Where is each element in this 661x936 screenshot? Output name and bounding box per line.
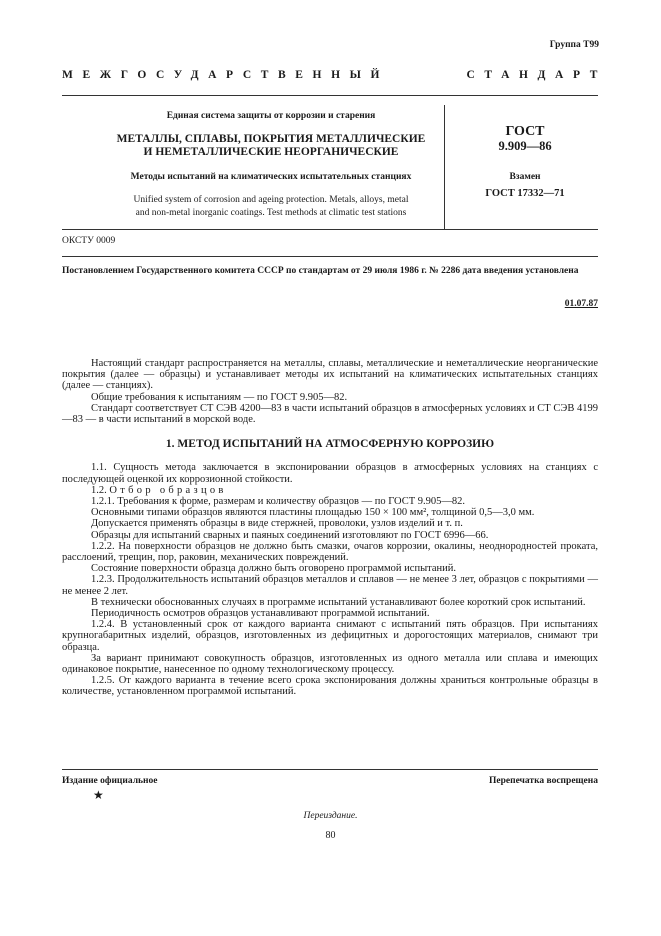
paragraph: 1.2.4. В установленный срок от каждого варианта снимают с испытаний пять образцов. При испытаниях крупногабаритных изделий, образцов, изготовленных из дефицитных и дорогостоящих материалов, снимают три образца.: [62, 619, 598, 653]
top-divider: [62, 95, 598, 96]
paragraph: Образцы для испытаний сварных и паяных соединений изготовляют по ГОСТ 6996—66.: [91, 529, 489, 541]
header-vertical-divider: [444, 105, 445, 229]
banner-word-interstate: МЕЖГОСУДАРСТВЕННЫЙ: [62, 69, 390, 81]
official-edition: Издание официальное: [62, 776, 158, 786]
replaced-standard: ГОСТ 17332—71: [485, 188, 565, 199]
paragraph: Допускается применять образцы в виде стержней, проволоки, узлов изделий и т. п.: [91, 518, 463, 530]
okstu-code: ОКСТУ 0009: [62, 236, 116, 246]
paragraph: 1.1. Сущность метода заключается в экспонировании образцов в атмосферных условиях на станциях с последующей оценкой их коррозионной стойкости.: [62, 462, 598, 485]
gost-number: 9.909—86: [498, 139, 552, 153]
gost-label: ГОСТ: [505, 124, 545, 139]
group-code: Группа Т99: [549, 40, 599, 50]
paragraph: Настоящий стандарт распространяется на металлы, сплавы, металлические и неметаллические неорганические покрытия (далее — образцы) и устанавливает методы их испытаний на климатических испытательных станциях (далее — станциях).: [62, 358, 598, 392]
subsection-title: Отбор образцов: [109, 484, 227, 496]
reprint-prohibited: Перепечатка воспрещена: [488, 776, 598, 786]
page-number: 80: [325, 830, 336, 841]
document-subtitle: Методы испытаний на климатических испытательных станциях: [130, 172, 412, 182]
paragraph: За вариант принимают совокупность образцов, изготовленных из одного металла или сплава и имеющих одинаковое покрытие, нанесенное по одному технологическому процессу.: [62, 652, 598, 676]
replaced-label: Взамен: [509, 172, 541, 182]
decree-text: Постановлением Государственного комитета СССР по стандартам от 29 июля 1986 г. № 2286 дата введения установлена: [62, 266, 579, 276]
body-text: [62, 358, 598, 698]
subsection-heading: [62, 485, 598, 496]
paragraph: Состояние поверхности образца должно быть оговорено программой испытаний.: [91, 563, 456, 575]
title-block: [62, 111, 480, 219]
title-line: И НЕМЕТАЛЛИЧЕСКИЕ НЕОРГАНИЧЕСКИЕ: [143, 146, 399, 158]
banner-word-standard: СТАНДАРТ: [466, 69, 607, 81]
designation-block: [470, 124, 580, 199]
english-title: [62, 194, 480, 219]
footer-divider: [62, 769, 598, 770]
paragraph: Основными типами образцов являются пластины площадью 150 × 100 мм², толщиной 0,5—3,0 мм.: [91, 507, 535, 519]
section-heading: 1. МЕТОД ИСПЫТАНИЙ НА АТМОСФЕРНУЮ КОРРОЗИЮ: [165, 438, 495, 451]
english-title-line: and non-metal inorganic coatings. Test methods at climatic test stations: [135, 207, 407, 218]
paragraph: В технически обоснованных случаях в программе испытаний устанавливают более короткий срок испытаний.: [91, 596, 586, 608]
document-title: [62, 133, 480, 159]
interstate-standard-banner: [62, 69, 607, 81]
english-title-line: Unified system of corrosion and ageing protection. Metals, alloys, metal: [133, 195, 409, 205]
paragraph: Общие требования к испытаниям — по ГОСТ 9.905—82.: [91, 391, 348, 403]
decree-divider: [62, 256, 598, 257]
paragraph: 1.2.5. От каждого варианта в течение всего срока экспонирования должны храниться контрольные образцы в количестве, установленном программой испытаний.: [62, 675, 598, 698]
title-line: МЕТАЛЛЫ, СПЛАВЫ, ПОКРЫТИЯ МЕТАЛЛИЧЕСКИЕ: [116, 133, 426, 145]
paragraph: 1.2.2. На поверхности образцов не должно быть смазки, очагов коррозии, окалины, неоднородностей проката, расслоений, трещин, пор, раковин, механических повреждений.: [62, 540, 598, 564]
reissue-note: Переиздание.: [303, 811, 358, 821]
star-icon: ★: [93, 788, 104, 802]
paragraph: Стандарт соответствует СТ СЭВ 4200—83 в части испытаний образцов в атмосферных условиях и СТ СЭВ 4199—83 — в части испытаний в морской воде.: [62, 402, 598, 426]
system-name: Единая система защиты от коррозии и старения: [166, 111, 376, 121]
subsection-number: 1.2.: [91, 484, 107, 496]
paragraph: Периодичность осмотров образцов устанавливают программой испытаний.: [91, 608, 430, 620]
header-bottom-divider: [62, 229, 598, 230]
paragraph: 1.2.1. Требования к форме, размерам и количеству образцов — по ГОСТ 9.905—82.: [91, 496, 466, 508]
paragraph: 1.2.3. Продолжительность испытаний образцов металлов и сплавов — не менее 3 лет, образцов с покрытиями — не менее 2 лет.: [62, 574, 598, 597]
effective-date: 01.07.87: [564, 299, 598, 309]
